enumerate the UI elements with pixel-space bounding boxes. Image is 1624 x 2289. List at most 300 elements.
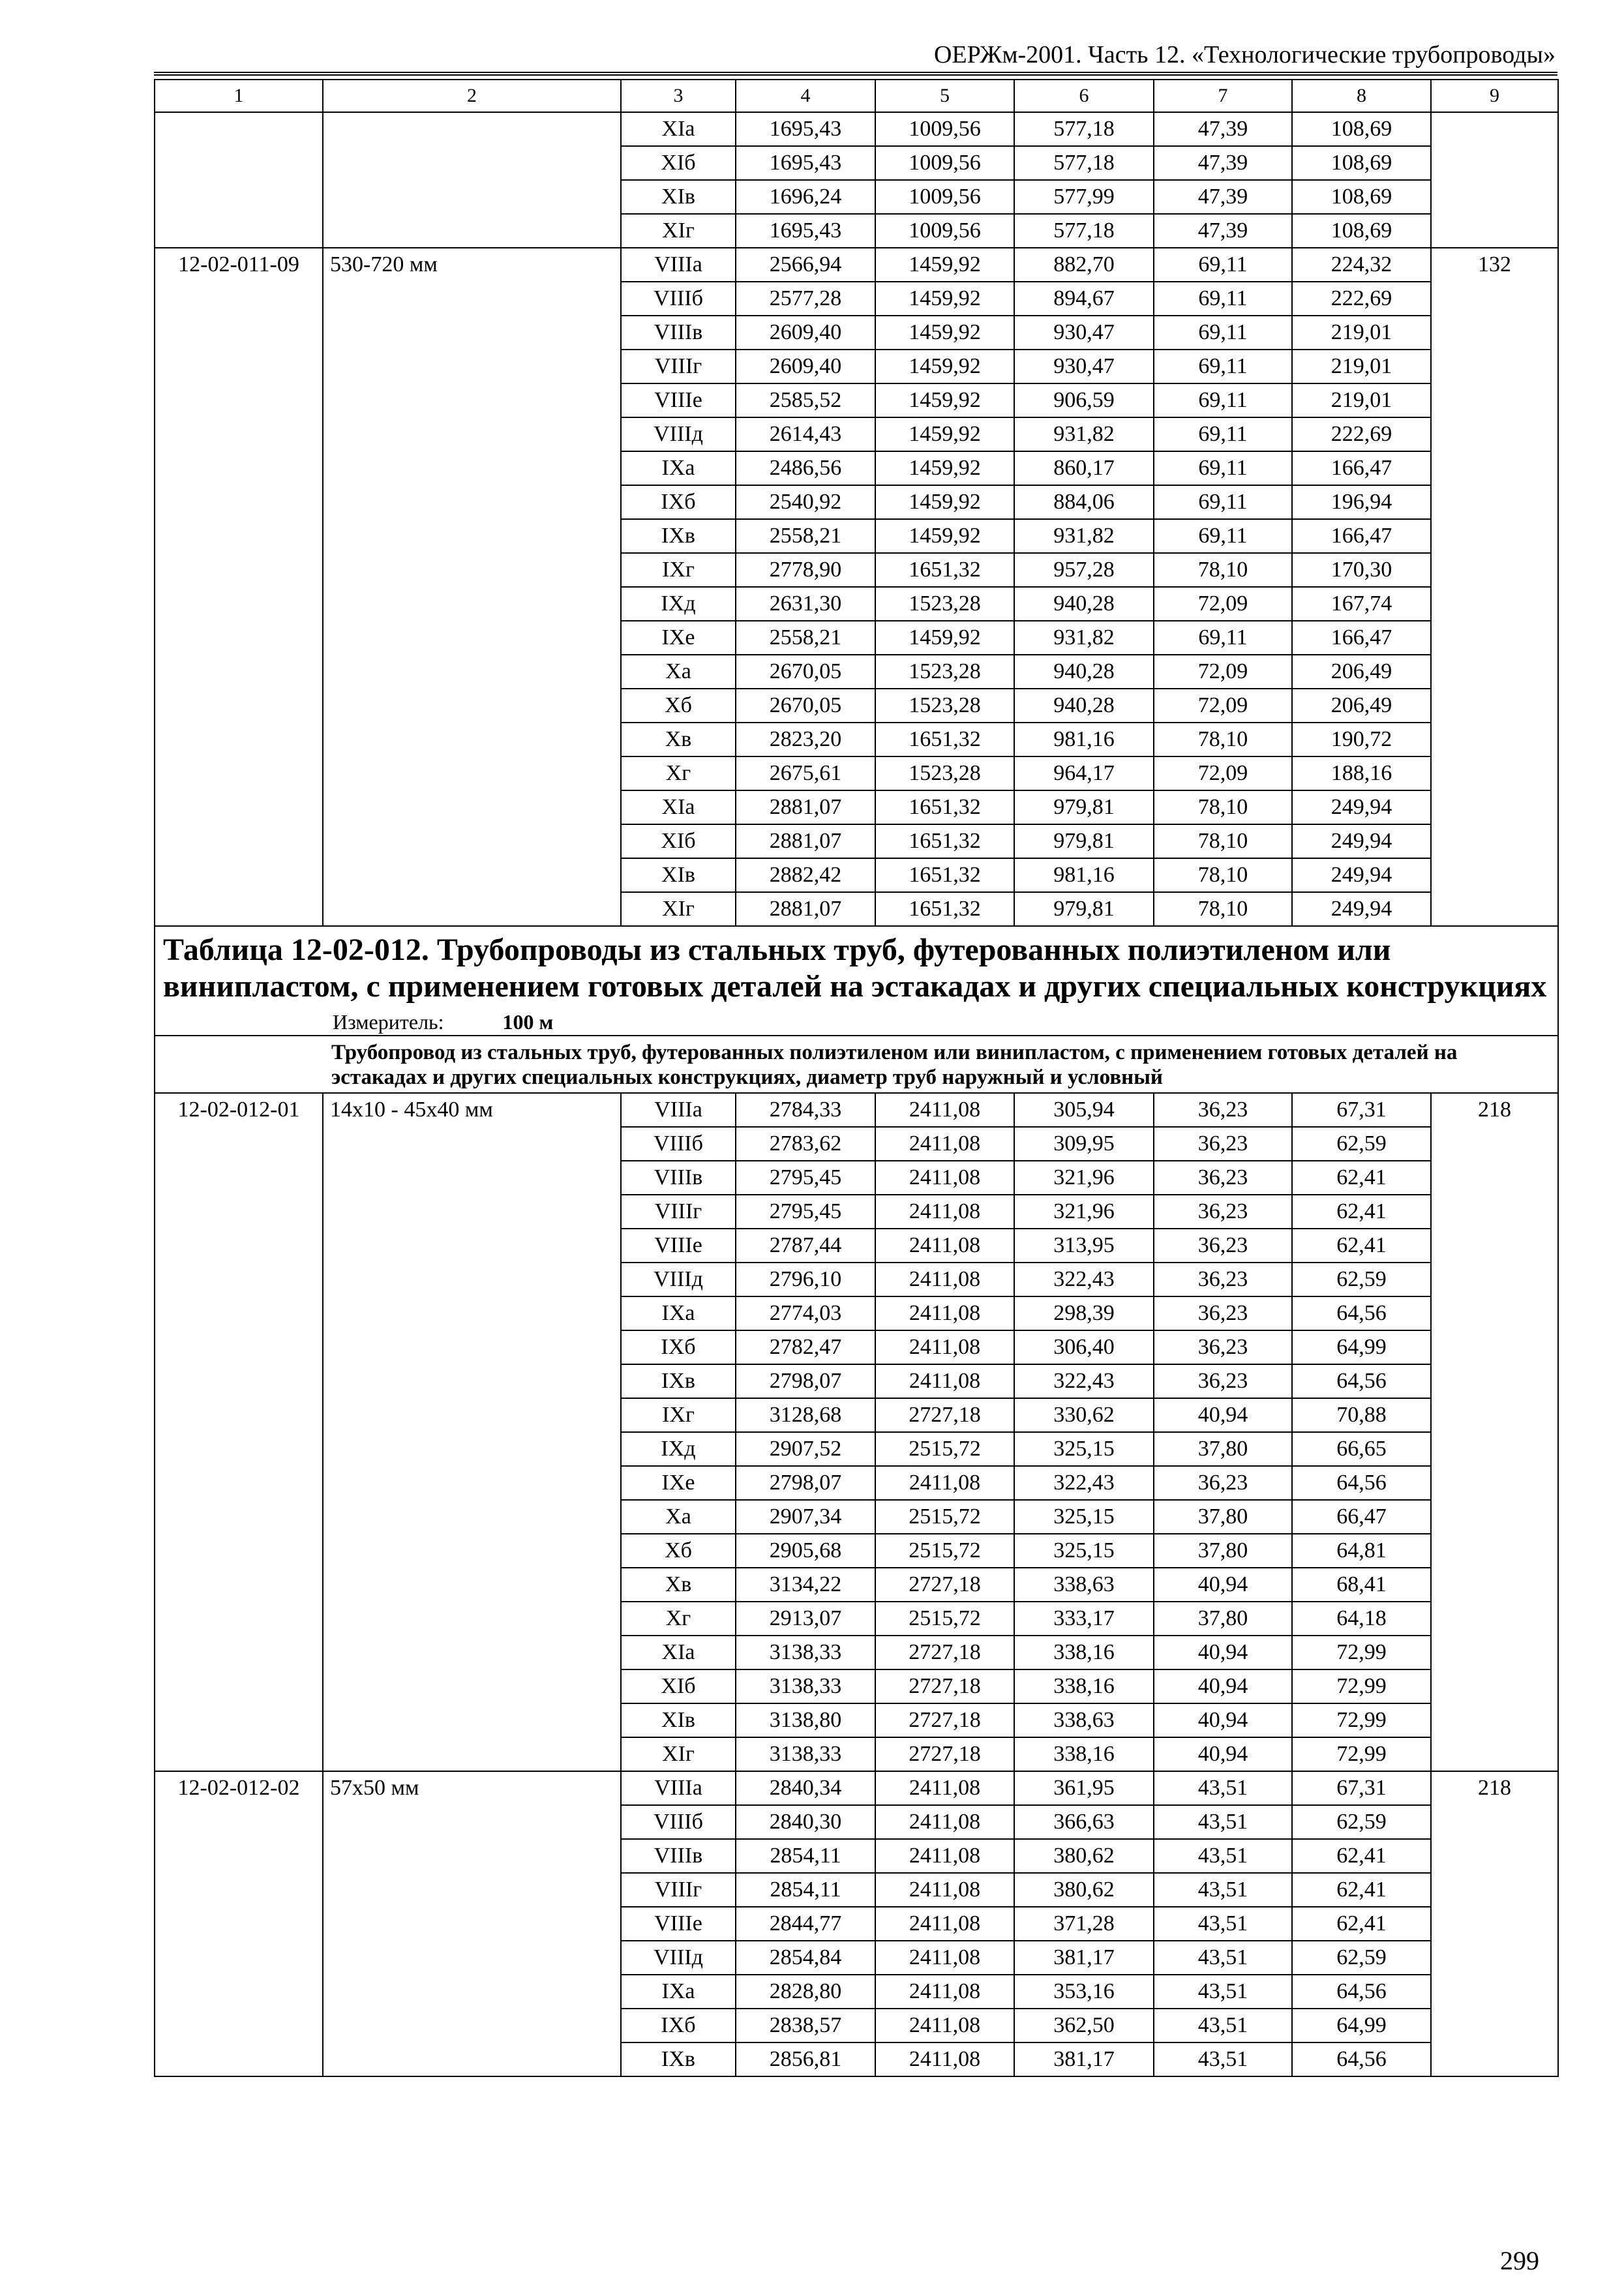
wages-cell: 1009,56 (875, 214, 1014, 248)
direct-cost-cell: 2558,21 (736, 519, 875, 553)
machines-cell: 298,39 (1014, 1296, 1154, 1330)
zone-cell: VIIIв (621, 316, 736, 350)
zone-cell: VIIIе (621, 1907, 736, 1941)
machines-cell: 860,17 (1014, 451, 1154, 485)
machines-cell: 577,18 (1014, 146, 1154, 180)
zone-cell: XIа (621, 790, 736, 824)
machines-cell: 940,28 (1014, 655, 1154, 689)
machines-cell: 979,81 (1014, 892, 1154, 926)
zone-cell: Xв (621, 1568, 736, 1602)
direct-cost-cell: 2840,34 (736, 1771, 875, 1805)
zone-cell: VIIIе (621, 1229, 736, 1263)
machinist-wages-cell: 47,39 (1154, 146, 1292, 180)
materials-cell: 188,16 (1292, 756, 1431, 790)
header-rule (154, 72, 1557, 76)
zone-cell: Xб (621, 689, 736, 723)
zone-cell: XIб (621, 146, 736, 180)
wages-cell: 1651,32 (875, 858, 1014, 892)
machinist-wages-cell: 40,94 (1154, 1669, 1292, 1703)
direct-cost-cell: 2907,34 (736, 1500, 875, 1534)
wages-cell: 2727,18 (875, 1703, 1014, 1737)
wages-cell: 1459,92 (875, 621, 1014, 655)
machinist-wages-cell: 43,51 (1154, 1873, 1292, 1907)
wages-cell: 1651,32 (875, 723, 1014, 756)
direct-cost-cell: 2798,07 (736, 1466, 875, 1500)
materials-cell: 167,74 (1292, 587, 1431, 621)
machinist-wages-cell: 72,09 (1154, 756, 1292, 790)
machines-cell: 979,81 (1014, 824, 1154, 858)
zone-cell: VIIIв (621, 1161, 736, 1195)
direct-cost-cell: 2782,47 (736, 1330, 875, 1364)
empty-total-cell (1431, 112, 1558, 248)
machinist-wages-cell: 78,10 (1154, 790, 1292, 824)
wages-cell: 1459,92 (875, 248, 1014, 282)
machines-cell: 940,28 (1014, 587, 1154, 621)
machinist-wages-cell: 69,11 (1154, 350, 1292, 383)
machines-cell: 322,43 (1014, 1263, 1154, 1296)
direct-cost-cell: 2631,30 (736, 587, 875, 621)
machinist-wages-cell: 78,10 (1154, 858, 1292, 892)
machines-cell: 305,94 (1014, 1093, 1154, 1127)
machinist-wages-cell: 37,80 (1154, 1602, 1292, 1636)
wages-cell: 2411,08 (875, 1229, 1014, 1263)
column-number-row (155, 80, 1558, 112)
wages-cell: 2411,08 (875, 2042, 1014, 2076)
wages-cell: 1651,32 (875, 790, 1014, 824)
zone-cell: XIа (621, 1636, 736, 1669)
wages-cell: 1459,92 (875, 451, 1014, 485)
wages-cell: 2515,72 (875, 1500, 1014, 1534)
wages-cell: 1523,28 (875, 587, 1014, 621)
materials-cell: 72,99 (1292, 1737, 1431, 1771)
machinist-wages-cell: 40,94 (1154, 1636, 1292, 1669)
empty-name-cell (323, 112, 621, 248)
materials-cell: 64,99 (1292, 2009, 1431, 2042)
machinist-wages-cell: 72,09 (1154, 689, 1292, 723)
machinist-wages-cell: 36,23 (1154, 1127, 1292, 1161)
materials-cell: 249,94 (1292, 858, 1431, 892)
materials-cell: 222,69 (1292, 417, 1431, 451)
machines-cell: 338,63 (1014, 1568, 1154, 1602)
machinist-wages-cell: 69,11 (1154, 621, 1292, 655)
direct-cost-cell: 2905,68 (736, 1534, 875, 1568)
machines-cell: 957,28 (1014, 553, 1154, 587)
machinist-wages-cell: 72,09 (1154, 655, 1292, 689)
machines-cell: 940,28 (1014, 689, 1154, 723)
zone-cell: XIб (621, 1669, 736, 1703)
wages-cell: 1523,28 (875, 655, 1014, 689)
wages-cell: 1459,92 (875, 383, 1014, 417)
wages-cell: 2411,08 (875, 1907, 1014, 1941)
column-number: 2 (323, 80, 621, 112)
direct-cost-cell: 2670,05 (736, 689, 875, 723)
materials-cell: 62,41 (1292, 1873, 1431, 1907)
wages-cell: 2727,18 (875, 1737, 1014, 1771)
zone-cell: XIв (621, 180, 736, 214)
wages-cell: 2411,08 (875, 1839, 1014, 1873)
machinist-wages-cell: 40,94 (1154, 1398, 1292, 1432)
wages-cell: 2411,08 (875, 1805, 1014, 1839)
direct-cost-cell: 3128,68 (736, 1398, 875, 1432)
machines-cell: 353,16 (1014, 1975, 1154, 2009)
direct-cost-cell: 1696,24 (736, 180, 875, 214)
machinist-wages-cell: 78,10 (1154, 892, 1292, 926)
direct-cost-cell: 2856,81 (736, 2042, 875, 2076)
machinist-wages-cell: 78,10 (1154, 824, 1292, 858)
materials-cell: 64,81 (1292, 1534, 1431, 1568)
measure-label: Измеритель: (333, 1010, 444, 1034)
table-description: Трубопровод из стальных труб, футерованных полиэтиленом или винипластом, с применением готовых деталей на эстакадах и других специальных конструкциях, диаметр труб наружный и условный (155, 1036, 1558, 1093)
direct-cost-cell: 2783,62 (736, 1127, 875, 1161)
machines-cell: 979,81 (1014, 790, 1154, 824)
materials-cell: 62,41 (1292, 1161, 1431, 1195)
direct-cost-cell: 3138,80 (736, 1703, 875, 1737)
materials-cell: 64,56 (1292, 1466, 1431, 1500)
zone-cell: IXд (621, 1432, 736, 1466)
machinist-wages-cell: 37,80 (1154, 1534, 1292, 1568)
zone-cell: VIIIд (621, 1263, 736, 1296)
zone-cell: IXа (621, 1296, 736, 1330)
zone-cell: IXв (621, 2042, 736, 2076)
zone-cell: IXб (621, 485, 736, 519)
wages-cell: 2411,08 (875, 1466, 1014, 1500)
machinist-wages-cell: 40,94 (1154, 1703, 1292, 1737)
machines-cell: 309,95 (1014, 1127, 1154, 1161)
zone-cell: Xв (621, 723, 736, 756)
machinist-wages-cell: 69,11 (1154, 248, 1292, 282)
direct-cost-cell: 1695,43 (736, 214, 875, 248)
wages-cell: 1459,92 (875, 485, 1014, 519)
table-title-row (155, 926, 1558, 1036)
item-name: 57х50 мм (323, 1771, 621, 2076)
machines-cell: 380,62 (1014, 1873, 1154, 1907)
wages-cell: 1009,56 (875, 180, 1014, 214)
wages-cell: 1523,28 (875, 689, 1014, 723)
machines-cell: 325,15 (1014, 1432, 1154, 1466)
machines-cell: 338,63 (1014, 1703, 1154, 1737)
machines-cell: 325,15 (1014, 1500, 1154, 1534)
machines-cell: 338,16 (1014, 1737, 1154, 1771)
materials-cell: 64,56 (1292, 1364, 1431, 1398)
zone-cell: IXв (621, 1364, 736, 1398)
direct-cost-cell: 2784,33 (736, 1093, 875, 1127)
item-name: 14х10 - 45х40 мм (323, 1093, 621, 1771)
zone-cell: XIв (621, 1703, 736, 1737)
machinist-wages-cell: 36,23 (1154, 1364, 1292, 1398)
machinist-wages-cell: 43,51 (1154, 1907, 1292, 1941)
materials-cell: 219,01 (1292, 316, 1431, 350)
zone-cell: VIIIб (621, 1127, 736, 1161)
zone-cell: Xг (621, 756, 736, 790)
zone-cell: XIв (621, 858, 736, 892)
direct-cost-cell: 2854,84 (736, 1941, 875, 1975)
machinist-wages-cell: 69,11 (1154, 417, 1292, 451)
materials-cell: 72,99 (1292, 1636, 1431, 1669)
zone-cell: XIг (621, 1737, 736, 1771)
machinist-wages-cell: 43,51 (1154, 1941, 1292, 1975)
wages-cell: 2411,08 (875, 2009, 1014, 2042)
direct-cost-cell: 2609,40 (736, 350, 875, 383)
materials-cell: 249,94 (1292, 824, 1431, 858)
direct-cost-cell: 2844,77 (736, 1907, 875, 1941)
machinist-wages-cell: 43,51 (1154, 1839, 1292, 1873)
rate-code: 12-02-012-01 (155, 1093, 323, 1771)
materials-cell: 62,41 (1292, 1195, 1431, 1229)
materials-cell: 249,94 (1292, 790, 1431, 824)
machines-cell: 371,28 (1014, 1907, 1154, 1941)
machinist-wages-cell: 69,11 (1154, 451, 1292, 485)
machinist-wages-cell: 36,23 (1154, 1195, 1292, 1229)
wages-cell: 2727,18 (875, 1398, 1014, 1432)
materials-cell: 67,31 (1292, 1093, 1431, 1127)
wages-cell: 2411,08 (875, 1975, 1014, 2009)
zone-cell: VIIIг (621, 1195, 736, 1229)
machinist-wages-cell: 36,23 (1154, 1093, 1292, 1127)
table-title: Таблица 12-02-012. Трубопроводы из стальных труб, футерованных полиэтиленом или винипластом, с применением готовых деталей на эстакадах и других специальных конструкциях (163, 933, 1547, 1004)
direct-cost-cell: 2881,07 (736, 824, 875, 858)
materials-cell: 108,69 (1292, 214, 1431, 248)
machines-cell: 906,59 (1014, 383, 1154, 417)
rate-code: 12-02-011-09 (155, 248, 323, 926)
materials-cell: 62,59 (1292, 1805, 1431, 1839)
zone-cell: IXв (621, 519, 736, 553)
materials-cell: 62,59 (1292, 1127, 1431, 1161)
materials-cell: 222,69 (1292, 282, 1431, 316)
machinist-wages-cell: 69,11 (1154, 316, 1292, 350)
labor-cost-cell: 218 (1431, 1771, 1558, 2076)
running-header: ОЕРЖм-2001. Часть 12. «Технологические трубопроводы» (933, 41, 1556, 68)
column-number: 6 (1014, 80, 1154, 112)
direct-cost-cell: 2796,10 (736, 1263, 875, 1296)
machinist-wages-cell: 37,80 (1154, 1500, 1292, 1534)
direct-cost-cell: 2486,56 (736, 451, 875, 485)
materials-cell: 64,56 (1292, 2042, 1431, 2076)
materials-cell: 166,47 (1292, 621, 1431, 655)
machinist-wages-cell: 36,23 (1154, 1161, 1292, 1195)
wages-cell: 1523,28 (875, 756, 1014, 790)
materials-cell: 166,47 (1292, 451, 1431, 485)
direct-cost-cell: 2558,21 (736, 621, 875, 655)
zone-cell: VIIIг (621, 350, 736, 383)
machinist-wages-cell: 78,10 (1154, 723, 1292, 756)
machinist-wages-cell: 47,39 (1154, 214, 1292, 248)
direct-cost-cell: 1695,43 (736, 146, 875, 180)
direct-cost-cell: 2828,80 (736, 1975, 875, 2009)
direct-cost-cell: 2881,07 (736, 790, 875, 824)
machinist-wages-cell: 36,23 (1154, 1263, 1292, 1296)
machinist-wages-cell: 43,51 (1154, 1771, 1292, 1805)
machines-cell: 322,43 (1014, 1364, 1154, 1398)
zone-cell: Xг (621, 1602, 736, 1636)
item-name: 530-720 мм (323, 248, 621, 926)
column-number: 3 (621, 80, 736, 112)
machinist-wages-cell: 37,80 (1154, 1432, 1292, 1466)
machines-cell: 313,95 (1014, 1229, 1154, 1263)
zone-cell: IXб (621, 1330, 736, 1364)
machines-cell: 577,99 (1014, 180, 1154, 214)
zone-cell: IXд (621, 587, 736, 621)
machinist-wages-cell: 36,23 (1154, 1229, 1292, 1263)
wages-cell: 1651,32 (875, 892, 1014, 926)
machinist-wages-cell: 40,94 (1154, 1737, 1292, 1771)
wages-cell: 2727,18 (875, 1636, 1014, 1669)
materials-cell: 64,99 (1292, 1330, 1431, 1364)
direct-cost-cell: 3138,33 (736, 1636, 875, 1669)
materials-cell: 224,32 (1292, 248, 1431, 282)
direct-cost-cell: 2795,45 (736, 1195, 875, 1229)
materials-cell: 219,01 (1292, 350, 1431, 383)
table-row (155, 1093, 1558, 1127)
direct-cost-cell: 2566,94 (736, 248, 875, 282)
machines-cell: 322,43 (1014, 1466, 1154, 1500)
machines-cell: 321,96 (1014, 1195, 1154, 1229)
measure-line (163, 1009, 1552, 1035)
machinist-wages-cell: 40,94 (1154, 1568, 1292, 1602)
zone-cell: VIIIг (621, 1873, 736, 1907)
direct-cost-cell: 2913,07 (736, 1602, 875, 1636)
direct-cost-cell: 2540,92 (736, 485, 875, 519)
wages-cell: 2411,08 (875, 1161, 1014, 1195)
wages-cell: 2411,08 (875, 1296, 1014, 1330)
rate-code: 12-02-012-02 (155, 1771, 323, 2076)
column-number: 4 (736, 80, 875, 112)
materials-cell: 64,56 (1292, 1296, 1431, 1330)
materials-cell: 166,47 (1292, 519, 1431, 553)
direct-cost-cell: 2795,45 (736, 1161, 875, 1195)
measure-value: 100 м (502, 1010, 554, 1034)
materials-cell: 206,49 (1292, 689, 1431, 723)
machinist-wages-cell: 72,09 (1154, 587, 1292, 621)
materials-cell: 108,69 (1292, 112, 1431, 146)
zone-cell: VIIIд (621, 417, 736, 451)
materials-cell: 64,18 (1292, 1602, 1431, 1636)
wages-cell: 1459,92 (875, 316, 1014, 350)
direct-cost-cell: 1695,43 (736, 112, 875, 146)
zone-cell: IXе (621, 621, 736, 655)
page-number: 299 (1500, 2246, 1539, 2275)
wages-cell: 2727,18 (875, 1669, 1014, 1703)
direct-cost-cell: 2609,40 (736, 316, 875, 350)
materials-cell: 68,41 (1292, 1568, 1431, 1602)
machines-cell: 338,16 (1014, 1669, 1154, 1703)
wages-cell: 2411,08 (875, 1330, 1014, 1364)
machines-cell: 577,18 (1014, 214, 1154, 248)
materials-cell: 108,69 (1292, 146, 1431, 180)
zone-cell: Xа (621, 1500, 736, 1534)
wages-cell: 2411,08 (875, 1873, 1014, 1907)
materials-cell: 66,65 (1292, 1432, 1431, 1466)
direct-cost-cell: 2854,11 (736, 1839, 875, 1873)
wages-cell: 1459,92 (875, 417, 1014, 451)
direct-cost-cell: 2670,05 (736, 655, 875, 689)
direct-cost-cell: 3138,33 (736, 1669, 875, 1703)
zone-cell: IXг (621, 553, 736, 587)
zone-cell: IXа (621, 451, 736, 485)
zone-cell: VIIIб (621, 282, 736, 316)
table-row (155, 1771, 1558, 1805)
materials-cell: 190,72 (1292, 723, 1431, 756)
direct-cost-cell: 2614,43 (736, 417, 875, 451)
wages-cell: 1459,92 (875, 350, 1014, 383)
zone-cell: VIIIб (621, 1805, 736, 1839)
machinist-wages-cell: 47,39 (1154, 180, 1292, 214)
direct-cost-cell: 2787,44 (736, 1229, 875, 1263)
machinist-wages-cell: 36,23 (1154, 1466, 1292, 1500)
machines-cell: 894,67 (1014, 282, 1154, 316)
machines-cell: 930,47 (1014, 316, 1154, 350)
machines-cell: 380,62 (1014, 1839, 1154, 1873)
column-number: 5 (875, 80, 1014, 112)
materials-cell: 62,41 (1292, 1839, 1431, 1873)
machines-cell: 321,96 (1014, 1161, 1154, 1195)
direct-cost-cell: 2798,07 (736, 1364, 875, 1398)
zone-cell: Xа (621, 655, 736, 689)
zone-cell: IXа (621, 1975, 736, 2009)
wages-cell: 2411,08 (875, 1093, 1014, 1127)
description-row (155, 1036, 1558, 1093)
machinist-wages-cell: 36,23 (1154, 1296, 1292, 1330)
wages-cell: 2515,72 (875, 1602, 1014, 1636)
wages-cell: 2727,18 (875, 1568, 1014, 1602)
machines-cell: 931,82 (1014, 519, 1154, 553)
machinist-wages-cell: 69,11 (1154, 519, 1292, 553)
machines-cell: 366,63 (1014, 1805, 1154, 1839)
materials-cell: 72,99 (1292, 1669, 1431, 1703)
column-number: 8 (1292, 80, 1431, 112)
materials-cell: 72,99 (1292, 1703, 1431, 1737)
wages-cell: 1459,92 (875, 282, 1014, 316)
direct-cost-cell: 2882,42 (736, 858, 875, 892)
labor-cost-cell: 132 (1431, 248, 1558, 926)
materials-cell: 67,31 (1292, 1771, 1431, 1805)
materials-cell: 196,94 (1292, 485, 1431, 519)
zone-cell: IXе (621, 1466, 736, 1500)
materials-cell: 219,01 (1292, 383, 1431, 417)
machines-cell: 882,70 (1014, 248, 1154, 282)
wages-cell: 2411,08 (875, 1263, 1014, 1296)
zone-cell: XIа (621, 112, 736, 146)
wages-cell: 2411,08 (875, 1127, 1014, 1161)
wages-cell: 1651,32 (875, 553, 1014, 587)
machines-cell: 930,47 (1014, 350, 1154, 383)
materials-cell: 70,88 (1292, 1398, 1431, 1432)
direct-cost-cell: 2881,07 (736, 892, 875, 926)
machinist-wages-cell: 43,51 (1154, 2009, 1292, 2042)
machinist-wages-cell: 69,11 (1154, 485, 1292, 519)
materials-cell: 206,49 (1292, 655, 1431, 689)
machines-cell: 381,17 (1014, 2042, 1154, 2076)
materials-cell: 62,41 (1292, 1229, 1431, 1263)
zone-cell: VIIIе (621, 383, 736, 417)
materials-cell: 62,41 (1292, 1907, 1431, 1941)
machinist-wages-cell: 69,11 (1154, 282, 1292, 316)
direct-cost-cell: 2577,28 (736, 282, 875, 316)
wages-cell: 2411,08 (875, 1195, 1014, 1229)
wages-cell: 2515,72 (875, 1432, 1014, 1466)
column-number: 1 (155, 80, 323, 112)
direct-cost-cell: 2840,30 (736, 1805, 875, 1839)
machines-cell: 333,17 (1014, 1602, 1154, 1636)
zone-cell: XIб (621, 824, 736, 858)
machines-cell: 964,17 (1014, 756, 1154, 790)
labor-cost-cell: 218 (1431, 1093, 1558, 1771)
machines-cell: 361,95 (1014, 1771, 1154, 1805)
machines-cell: 981,16 (1014, 723, 1154, 756)
machinist-wages-cell: 43,51 (1154, 1805, 1292, 1839)
direct-cost-cell: 2823,20 (736, 723, 875, 756)
machinist-wages-cell: 47,39 (1154, 112, 1292, 146)
machines-cell: 577,18 (1014, 112, 1154, 146)
